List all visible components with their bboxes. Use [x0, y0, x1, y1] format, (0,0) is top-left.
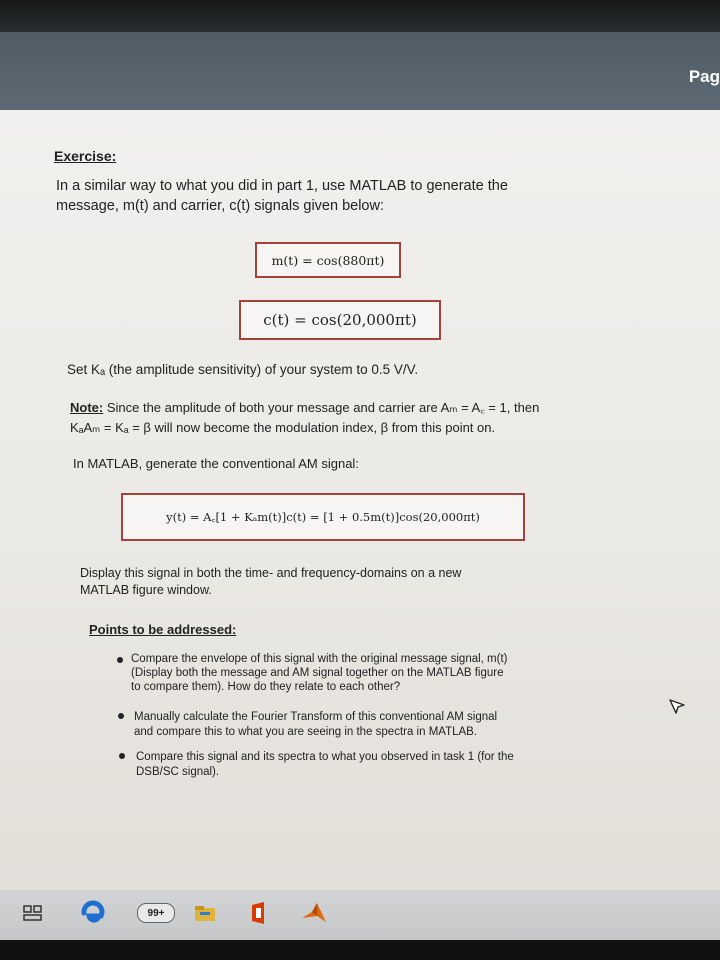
document-page: [0, 110, 720, 890]
note-text-1: Since the amplitude of both your message and carrier are Aₘ = A꜀ = 1, then: [103, 400, 540, 415]
message-equation-box: [255, 242, 401, 278]
bullet-item-2: [134, 710, 497, 740]
bullet-marker: [118, 713, 124, 719]
intro-line-2: message, m(t) and carrier, c(t) signals given below:: [56, 198, 384, 214]
points-heading: Points to be addressed:: [89, 622, 237, 637]
carrier-equation: c(t) = cos(20,000πt): [263, 311, 417, 329]
message-equation: m(t) = cos(880πt): [271, 252, 385, 268]
office-icon[interactable]: [248, 901, 270, 925]
bullet-3-line-2: DSB/SC signal).: [136, 766, 220, 778]
note-line-1: [70, 398, 539, 416]
viewer-toolbar: [0, 32, 720, 110]
bullet-item-1: [131, 652, 508, 694]
exercise-heading: Exercise:: [54, 148, 117, 164]
mouse-cursor-icon: [666, 696, 688, 718]
bullet-2-line-1: Manually calculate the Fourier Transform of this conventional AM signal: [134, 711, 498, 723]
carrier-equation-box: [239, 300, 441, 340]
edge-icon[interactable]: [80, 899, 106, 925]
bullet-marker: [117, 657, 123, 663]
bullet-1-line-1: Compare the envelope of this signal with the original message signal, m(t): [131, 653, 508, 665]
generate-instruction: In MATLAB, generate the conventional AM signal:: [73, 456, 359, 471]
page-indicator[interactable]: Pag: [688, 67, 720, 86]
screen-bezel: [0, 940, 720, 960]
am-equation-box: [121, 493, 525, 541]
mail-icon[interactable]: [137, 903, 175, 923]
bullet-marker: [119, 753, 125, 759]
amplitude-sensitivity-line: Set Kₐ (the amplitude sensitivity) of your system to 0.5 V/V.: [67, 362, 419, 377]
note-label: Note:: [70, 400, 104, 415]
bullet-item-3: [136, 750, 514, 780]
window-top-bar: [0, 0, 720, 32]
file-explorer-icon[interactable]: [193, 903, 217, 923]
taskbar: [0, 890, 720, 940]
matlab-icon[interactable]: [300, 900, 328, 926]
am-equation: y(t) = A꜀[1 + Kₐm(t)]c(t) = [1 + 0.5m(t)]cos(20,000πt): [166, 509, 480, 524]
note-line-2: KₐAₘ = Kₐ = β will now become the modulation index, β from this point on.: [70, 420, 496, 435]
display-line-2: MATLAB figure window.: [80, 583, 212, 597]
bullet-2-line-2: and compare this to what you are seeing in the spectra in MATLAB.: [134, 726, 478, 738]
bullet-1-line-3: to compare them). How do they relate to each other?: [131, 681, 401, 693]
intro-line-1: In a similar way to what you did in part 1, use MATLAB to generate the: [56, 178, 508, 194]
task-view-icon[interactable]: [22, 902, 44, 924]
bullet-1-line-2: (Display both the message and AM signal together on the MATLAB figure: [131, 667, 504, 679]
display-line-1: Display this signal in both the time- and frequency-domains on a new: [80, 566, 462, 580]
notification-badge: 99+: [147, 907, 165, 919]
bullet-3-line-1: Compare this signal and its spectra to what you observed in task 1 (for the: [136, 751, 514, 763]
